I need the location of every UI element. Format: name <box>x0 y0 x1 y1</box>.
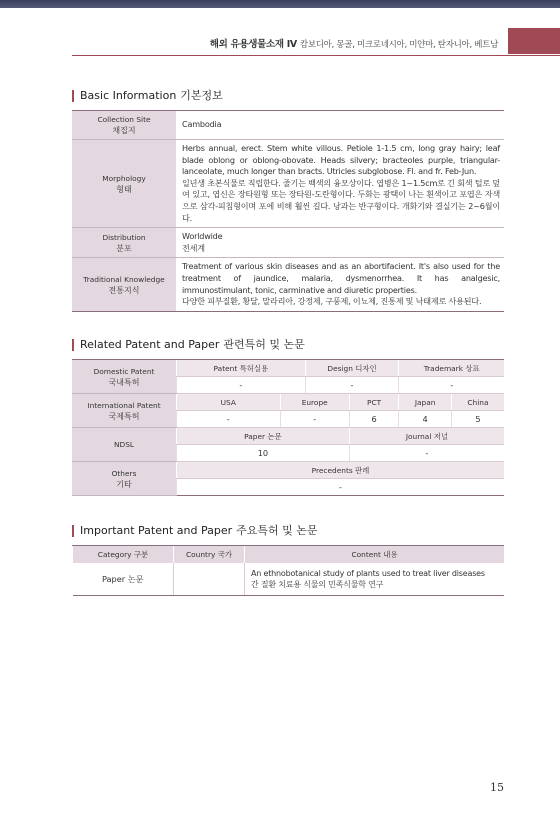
important-col-category: Category 구분 <box>73 546 174 564</box>
international-value-usa: - <box>177 411 281 428</box>
morphology-value-ko: 일년생 초본식물로 직립한다. 줄기는 백색의 융모상이다. 엽병은 1~1.5cm로 긴 회색 털로 덮여 있고, 엽신은 장타원형 또는 장타원-도란형이다. 두화는 광택이 나는 흰색이고 포엽은 자색으로 삼각-피침형이며 포에 비해 훨씬 길다. 낭과는 반구형이다. 개화기와 결실기는 2~6월이다. <box>182 177 500 223</box>
domestic-col-trademark: Trademark 상표 <box>399 360 504 377</box>
international-value-pct: 6 <box>349 411 399 428</box>
running-header-subtitle: 캄보디아, 몽골, 미크로네시아, 미얀마, 탄자니아, 베트남 <box>299 40 498 50</box>
important-category: Paper 논문 <box>73 563 174 596</box>
international-patent-label-en: International Patent <box>87 400 161 410</box>
related-patent-table <box>72 359 504 496</box>
domestic-patent-label <box>72 360 177 394</box>
ndsl-header-row <box>72 428 504 445</box>
important-patent-heading <box>72 525 318 537</box>
distribution-value-ko: 전세계 <box>182 242 205 253</box>
ndsl-value-journal: - <box>349 445 504 462</box>
header-color-tab <box>508 28 560 54</box>
important-header-row <box>73 546 505 564</box>
morphology-row <box>72 140 504 228</box>
domestic-patent-label-en: Domestic Patent <box>93 366 155 376</box>
ndsl-label-text: NDSL <box>113 440 135 449</box>
domestic-col-design: Design 디자인 <box>305 360 399 377</box>
traditional-knowledge-label-en: Traditional Knowledge <box>83 274 165 284</box>
distribution-label <box>72 228 176 258</box>
domestic-col-patent: Patent 특허실용 <box>177 360 306 377</box>
distribution-value <box>176 228 504 258</box>
important-content <box>245 563 505 596</box>
others-value-precedents: - <box>177 479 505 496</box>
distribution-row <box>72 228 504 258</box>
collection-site-value: Cambodia <box>176 111 504 140</box>
international-value-europe: - <box>280 411 349 428</box>
ndsl-label <box>72 428 177 462</box>
international-col-usa: USA <box>177 394 281 411</box>
ndsl-col-journal: Journal 저널 <box>349 428 504 445</box>
traditional-knowledge-row <box>72 258 504 311</box>
domestic-header-row <box>72 360 504 377</box>
important-patent-table <box>72 545 504 596</box>
related-patent-heading <box>72 339 305 351</box>
morphology-label-en: Morphology <box>102 173 146 183</box>
international-col-pct: PCT <box>349 394 399 411</box>
morphology-value <box>176 140 504 228</box>
domestic-value-trademark: - <box>399 377 504 394</box>
international-col-china: China <box>451 394 504 411</box>
important-col-country: Country 국가 <box>174 546 245 564</box>
collection-site-row <box>72 111 504 140</box>
others-col-precedents: Precedents 판례 <box>177 462 505 479</box>
others-label <box>72 462 177 496</box>
collection-site-label-en: Collection Site <box>97 115 151 124</box>
morphology-label-ko: 형태 <box>116 184 132 194</box>
basic-info-heading-ko: 기본정보 <box>180 89 223 102</box>
domestic-value-patent: - <box>177 377 306 394</box>
international-value-china: 5 <box>451 411 504 428</box>
others-header-row <box>72 462 504 479</box>
important-row <box>73 563 505 596</box>
domestic-patent-label-ko: 국내특허 <box>108 377 140 387</box>
domestic-value-design: - <box>305 377 399 394</box>
traditional-knowledge-value-en: Treatment of various skin diseases and as an abortifacient. It's also used for the treatment of jaundice, malaria, dysmenorrhea. It has analgesic, immunostimulant, tonic, carminative and diuretic properties. <box>182 261 500 295</box>
international-value-japan: 4 <box>399 411 452 428</box>
basic-info-heading <box>72 90 223 102</box>
international-patent-label-ko: 국제특허 <box>108 411 140 421</box>
related-patent-heading-en: Related Patent and Paper <box>80 338 220 351</box>
important-content-ko: 간 질환 치료용 식물의 민족식물학 연구 <box>251 580 384 589</box>
important-patent-heading-en: Important Patent and Paper <box>80 524 233 537</box>
traditional-knowledge-label-ko: 전통지식 <box>108 285 140 295</box>
ndsl-col-paper: Paper 논문 <box>177 428 350 445</box>
distribution-label-ko: 분포 <box>116 243 132 253</box>
international-col-europe: Europe <box>280 394 349 411</box>
collection-site-label-ko: 채집지 <box>112 126 136 135</box>
ndsl-value-paper: 10 <box>177 445 350 462</box>
others-label-en: Others <box>111 468 137 478</box>
traditional-knowledge-value-ko: 다양한 피부질환, 황달, 말라리아, 강정제, 구풍제, 이뇨제, 진통제 및 낙태제로 사용된다. <box>182 296 482 307</box>
important-col-content: Content 내용 <box>245 546 505 564</box>
distribution-value-en: Worldwide <box>182 231 223 242</box>
basic-info-heading-en: Basic Information <box>80 89 177 102</box>
international-col-japan: Japan <box>399 394 452 411</box>
important-patent-heading-ko: 주요특허 및 논문 <box>236 524 318 537</box>
traditional-knowledge-label <box>72 258 176 311</box>
important-content-en: An ethnobotanical study of plants used to treat liver diseases <box>251 568 485 578</box>
running-header-title: 해외 유용생물소재 Ⅳ <box>209 39 297 50</box>
international-header-row <box>72 394 504 411</box>
header-rule <box>72 55 560 56</box>
running-header <box>210 36 498 50</box>
morphology-value-en: Herbs annual, erect. Stem white villous. Petiole 1-1.5 cm, long gray hairy; leaf blade oblong or oblong-obovate. Heads silvery; bracteoles purple, triangular-lanceolate, much longer than bracts. Utricles subglobose. Fl. and fr. Feb-Jun. <box>182 143 500 177</box>
important-country <box>174 563 245 596</box>
morphology-label <box>72 140 176 228</box>
others-label-ko: 기타 <box>116 479 132 489</box>
distribution-label-en: Distribution <box>102 232 146 242</box>
international-patent-label <box>72 394 177 428</box>
page-number: 15 <box>490 781 504 794</box>
top-color-bar <box>0 0 560 8</box>
related-patent-heading-ko: 관련특허 및 논문 <box>223 338 305 351</box>
traditional-knowledge-value <box>176 258 504 311</box>
basic-info-table <box>72 110 504 312</box>
collection-site-label <box>72 111 176 140</box>
